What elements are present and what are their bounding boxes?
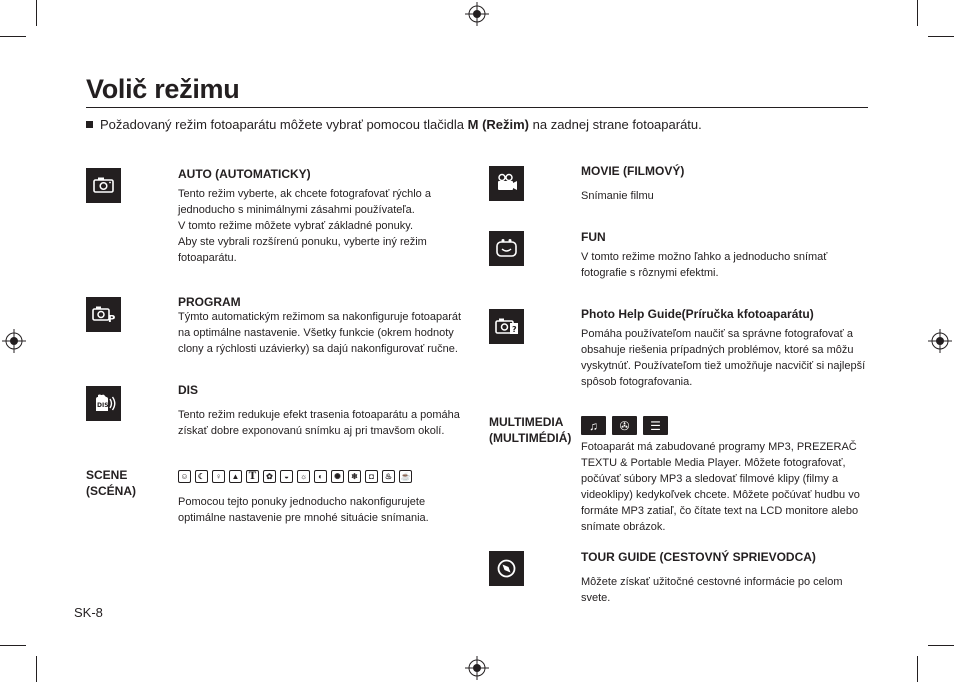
title-rule [86,107,868,108]
portrait-icon: ☺ [178,470,191,483]
backlight-icon: ◐ [314,470,327,483]
night-icon: ☾ [195,470,208,483]
auto-mode-icon [86,168,121,203]
children-icon: ♀ [212,470,225,483]
self-shot-icon: ◘ [365,470,378,483]
tour-guide-description: Môžete získať užitočné cestovné informácie po celom svete. [581,576,843,604]
svg-text:DIS: DIS [97,402,109,409]
scene-description: Pomocou tejto ponuky jednoducho nakonfigurujete optimálne nastavenie pre mnohé situácie snímania. [178,496,429,524]
dawn-icon: ☼ [297,470,310,483]
close-up-icon: ✿ [263,470,276,483]
program-heading: PROGRAM [178,295,241,309]
dis-heading: DIS [178,383,199,397]
text-viewer-icon: ☰ [643,416,668,435]
fun-description: V tomto režime možno ľahko a jednoducho snímať fotografie s rôznymi efektmi. [581,251,828,279]
scene-label: SCENE (SCÉNA) [86,468,136,498]
photo-help-guide-icon [489,309,524,344]
movie-description: Snímanie filmu [581,190,654,202]
movie-mode-icon [489,166,524,201]
page-number: SK-8 [74,605,103,620]
text-icon: T [246,470,259,483]
registration-mark-left [2,329,26,353]
fun-mode-icon [489,231,524,266]
page-title: Volič režimu [86,74,240,104]
photo-help-description: Pomáha používateľom naučiť sa správne fotografovať a obsahuje riešenia prípadných problémov, ktoré sa môžu vyskytnúť. Používateľom tiež umožňuje nacvičiť si najlepší spôsob fotografovania. [581,328,866,388]
auto-description: Tento režim vyberte, ak chcete fotografovať rýchlo a jednoducho s minimálnymi zásahmi používateľa. V tomto režime môžete vybrať základné ponuky. Aby ste vybrali rozšírenú ponuku, vyberte iný režim fotoaparátu. [178,188,431,264]
registration-mark-right [928,329,952,353]
landscape-icon: ▲ [229,470,242,483]
registration-mark-bottom [465,656,489,680]
intro-text: Požadovaný režim fotoaparátu môžete vybrať pomocou tlačidla M (Režim) na zadnej strane fotoaparátu. [86,117,866,132]
svg-text:?: ? [512,325,517,334]
pmp-icon: ✇ [612,416,637,435]
beach-snow-icon: ❄ [348,470,361,483]
multimedia-icon-row [581,416,668,435]
program-description: Týmto automatickým režimom sa nakonfiguruje fotoaparát na optimálne nastavenie. Všetky funkcie (okrem hodnoty clony a rýchlosti uzávierky) sa dajú nakonfigurovať ručne. [178,311,462,355]
mp3-icon: ♫ [581,416,606,435]
cafe-icon: ☕ [399,470,412,483]
scene-icon-row [178,470,412,483]
tour-guide-heading: TOUR GUIDE (CESTOVNÝ SPRIEVODCA) [581,550,816,564]
sunset-icon: ◒ [280,470,293,483]
program-mode-icon [86,297,121,332]
registration-mark-top [465,2,489,26]
fun-heading: FUN [581,230,606,244]
fireworks-icon: ✺ [331,470,344,483]
multimedia-label: MULTIMEDIA (MULTIMÉDIÁ) [489,415,572,445]
multimedia-description: Fotoaparát má zabudované programy MP3, PREZERAČ TEXTU & Portable Media Player. Môžete fotografovať, počúvať súbory MP3 a sledovať filmové klipy (filmy a videoklipy) kedykoľvek chcete. Môžete počúvať hudbu vo formáte MP3 zatiaľ, čo čítate text na LCD monitore alebo snímate obrázok. [581,441,860,533]
dis-description: Tento režim redukuje efekt trasenia fotoaparátu a pomáha získať dobre exponovanú snímku aj pri tmavšom okolí. [178,409,460,437]
svg-text:P: P [108,314,116,325]
bullet-square [86,121,93,128]
tour-guide-icon [489,551,524,586]
food-icon: ♨ [382,470,395,483]
auto-heading: AUTO (AUTOMATICKY) [178,167,311,181]
dis-mode-icon [86,386,121,421]
movie-heading: MOVIE (FILMOVÝ) [581,164,685,178]
photo-help-heading: Photo Help Guide(Príručka kfotoaparátu) [581,307,814,321]
